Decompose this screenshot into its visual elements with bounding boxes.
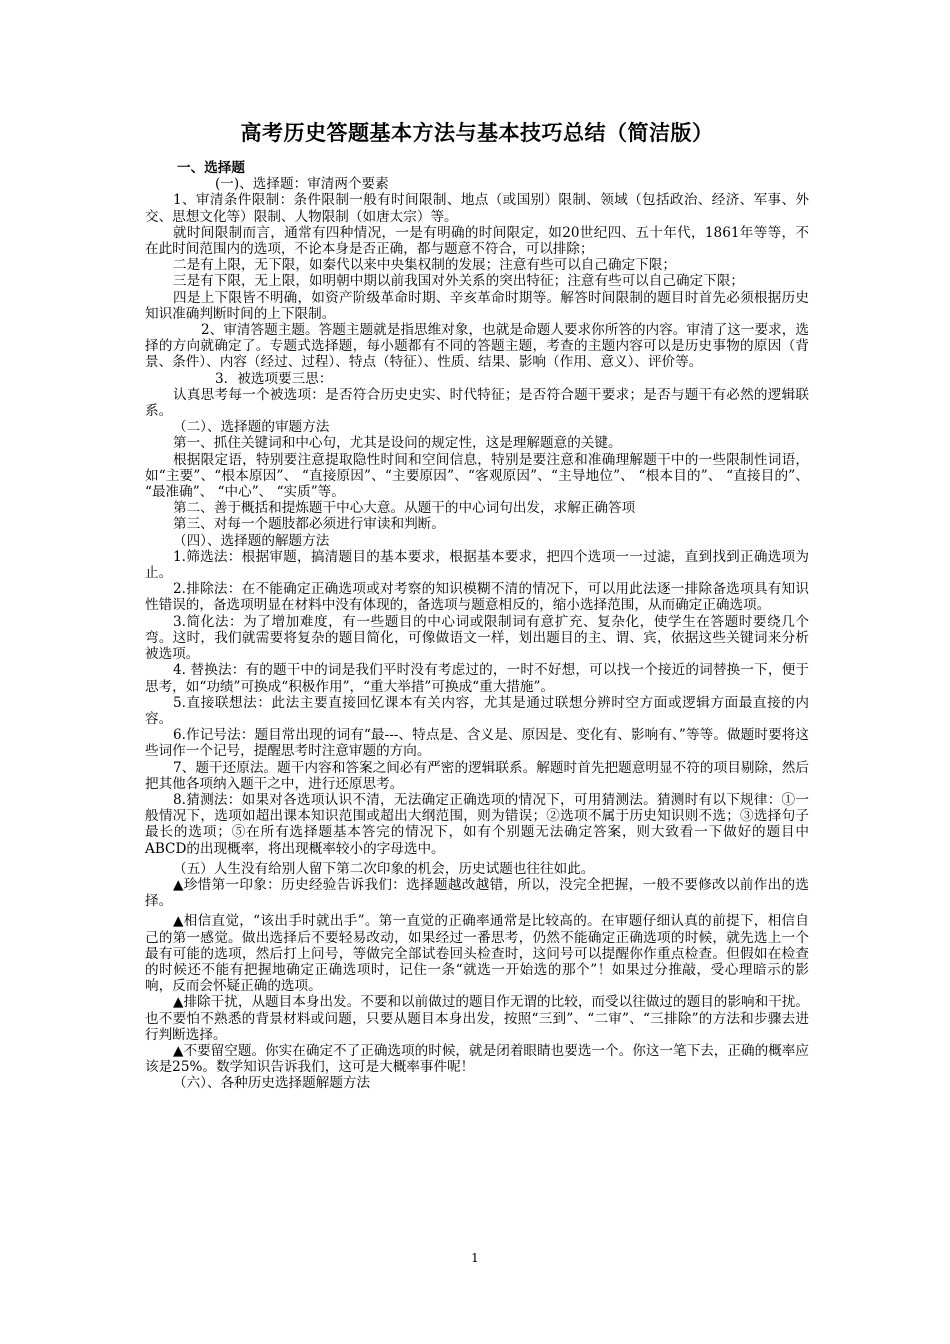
- paragraph-answer-theme: 2、审清答题主题。答题主题就是指思维对象，也就是命题人要求你所答的内容。审清了这一要求，选择的方向就确定了。专题式选择题，每小题都有不同的答题主题，考查的主题内容可以是历史事物的原因（背景、条件）、内容（经过、过程）、特点（特征）、性质、结果、影响（作用、意义）、评价等。: [145, 322, 809, 371]
- paragraph-time-limits: 就时间限制而言，通常有四种情况，一是有明确的时间限定，如20世纪四、五十年代，1861年等等，不在此时间范围内的选项，不论本身是否正确，都与题意不符合，可以排除；: [145, 224, 809, 258]
- paragraph-lower-limit: 三是有下限，无上限，如明朝中期以前我国对外关系的突出特征；注意有些可以自己确定下限；: [173, 273, 744, 290]
- paragraph-restoration-method: 7、题干还原法。题干内容和答案之间必有严密的逻辑联系。解题时首先把题意明显不符的项目剔除，然后把其他各项纳入题干之中，进行还原思考。: [145, 759, 809, 792]
- subheading-first-impression: （五）人生没有给别人留下第二次印象的机会，历史试题也往往如此。: [173, 860, 595, 877]
- paragraph-marking-method: 6.作记号法：题目常出现的词有“最---、特点是、含义是、原因是、变化有、影响有、”等等。做题时要将这些词作一个记号，提醒思考时注意审题的方向。: [145, 727, 809, 760]
- paragraph-trust-intuition: ▲相信直觉，“该出手时就出手”。第一直觉的正确率通常是比较高的。在审题仔细认真的前提下，相信自己的第一感觉。做出选择后不要轻易改动，如果经过一番思考，仍然不能确定正确选项的时候，就先选上一个最有可能的选项，然后打上问号，等做完全部试卷回头检查时，这问号可以提醒你作重点检查。但假如在检查的时候还不能有把握地确定正确选项时，记住一条“就选一开始选的那个”！如果过分推敲，受心理暗示的影响，反而会怀疑正确的选项。: [145, 913, 809, 995]
- paragraph-condition-limits: 1、审清条件限制：条件限制一般有时间限制、地点（或国别）限制、领域（包括政治、经济、军事、外交、思想文化等）限制、人物限制（如唐太宗）等。: [145, 192, 809, 225]
- paragraph-simplification-method: 3.简化法：为了增加难度，有一些题目的中心词或限制词有意扩充、复杂化，使学生在答题时要绕几个弯。这时，我们就需要将复杂的题目简化，可像做语文一样，划出题目的主、谓、宾，依据这些关键词来分析被选项。: [145, 613, 809, 663]
- paragraph-exclude-interference: ▲排除干扰，从题目本身出发。不要和以前做过的题目作无谓的比较，而受以往做过的题目的影响和干扰。也不要怕不熟悉的背景材料或问题，只要从题目本身出发，按照“三到”、“二审”、“三排除”的方法和步骤去进行判断选择。: [145, 994, 809, 1043]
- paragraph-judge-each-option: 第三、对每一个题肢都必须进行审读和判断。: [173, 516, 445, 533]
- page-number: 1: [471, 1251, 479, 1265]
- paragraph-upper-limit: 二是有上限，无下限，如秦代以来中央集权制的发展；注意有些可以自己确定下限；: [173, 257, 676, 274]
- paragraph-substitution-method: 4. 替换法：有的题干中的词是我们平时没有考虑过的，一时不好想，可以找一个接近的词替换一下，便于思考，如“功绩”可换成“积极作用”，“重大举措”可换成“重大措施”。: [145, 662, 809, 695]
- paragraph-association-method: 5.直接联想法：此法主要直接回忆课本有关内容，尤其是通过联想分辨时空方面或逻辑方面最直接的内容。: [145, 694, 809, 727]
- paragraph-key-words: 第一、抓住关键词和中心句，尤其是设问的规定性，这是理解题意的关键。: [173, 435, 622, 452]
- document-title: 高考历史答题基本方法与基本技巧总结（简洁版）: [240, 120, 714, 145]
- paragraph-no-blank: ▲不要留空题。你实在确定不了正确选项的时候，就是闭着眼睛也要选一个。你这一笔下去，正确的概率应该是25%。数学知识告诉我们，这可是大概率事件呢！: [145, 1042, 809, 1076]
- paragraph-limiting-words: 根据限定语，特别要注意提取隐性时间和空间信息，特别是要注意和准确理解题干中的一些限制性词语，如“主要”、“根本原因”、 “直接原因”、“主要原因”、“客观原因”、“主导地位”、 “根本目的”、 “直接目的”、 “最准确”、 “中心”、 “实质”等。: [145, 451, 809, 501]
- subheading-solving-method: （四）、选择题的解题方法: [173, 532, 330, 549]
- paragraph-consider-options: 认真思考每一个被选项：是否符合历史史实、时代特征；是否符合题干要求；是否与题干有必然的逻辑联系。: [145, 386, 809, 420]
- paragraph-summarize-stem: 第二、善于概括和提炼题干中心大意。从题干的中心词句出发，求解正确答项: [173, 500, 636, 517]
- subheading-three-thoughts: 3．被选项要三思：: [215, 370, 333, 387]
- section-heading-choice: 一、选择题: [177, 160, 245, 176]
- paragraph-screening-method: 1.筛选法：根据审题，搞清题目的基本要求，根据基本要求，把四个选项一一过滤，直到找到正确选项为止。: [145, 548, 809, 582]
- document-body: [145, 119, 809, 1092]
- paragraph-elimination-method: 2.排除法：在不能确定正确选项或对考察的知识模糊不清的情况下，可以用此法逐一排除备选项具有知识性错误的，备选项明显在材料中没有体现的，备选项与题意相反的，缩小选择范围，从而确定正确选项。: [145, 581, 809, 614]
- paragraph-cherish-first-impression: ▲珍惜第一印象：历史经验告诉我们：选择题越改越错，所以，没完全把握，一般不要修改以前作出的选择。: [145, 876, 809, 910]
- subheading-two-elements: (一)、选择题：审清两个要素: [215, 176, 389, 193]
- paragraph-guessing-method: 8.猜测法：如果对各选项认识不清，无法确定正确选项的情况下，可用猜测法。猜测时有以下规律：①一般情况下，选项如超出课本知识范围或超出大纲范围，则为错误；②选项不属于历史知识则不选；③选择句子最长的选项；⑤在所有选择题基本答完的情况下，如有个别题无法确定答案，则大致看一下做好的题目中ABCD的出现概率，将出现概率较小的字母选中。: [145, 791, 809, 857]
- subheading-various-methods: （六）、各种历史选择题解题方法: [173, 1075, 371, 1092]
- subheading-reading-method: （二）、选择题的审题方法: [173, 419, 330, 436]
- paragraph-unclear-limits: 四是上下限皆不明确，如资产阶级革命时期、辛亥革命时期等。解答时间限制的题目时首先必须根据历史知识准确判断时间的上下限制。: [145, 289, 809, 322]
